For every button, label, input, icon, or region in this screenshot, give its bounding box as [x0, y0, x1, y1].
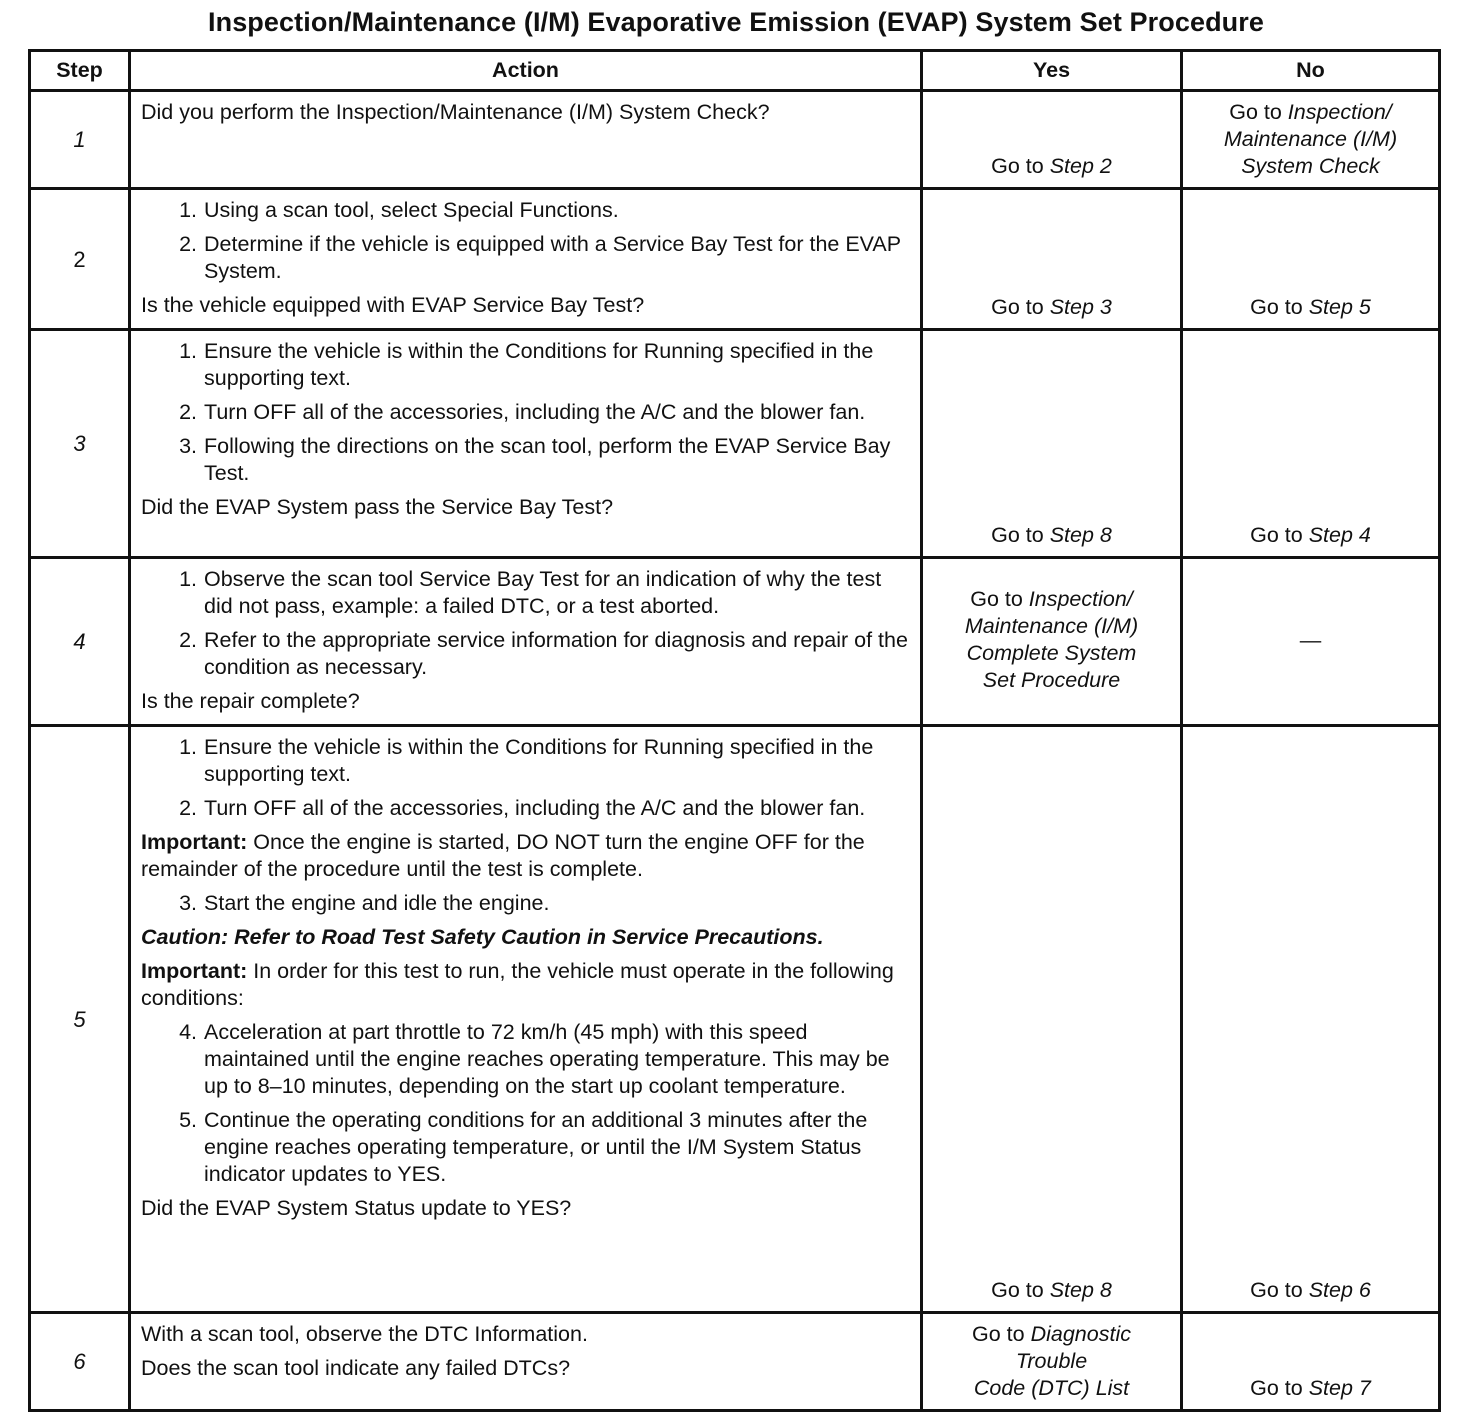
procedure-reference-link[interactable]: Inspection/ — [1287, 100, 1392, 124]
table-row — [30, 330, 1440, 558]
no-cell — [1182, 330, 1440, 558]
header-row — [30, 51, 1440, 91]
list-item: 2. Turn OFF all of the accessories, including the A/C and the blower fan. — [179, 400, 866, 424]
list-item: 1. Observe the scan tool Service Bay Test for an indication of why the test did not pass, example: a failed DTC, or a test aborted. — [179, 567, 882, 618]
action-cell — [130, 189, 922, 330]
procedure-reference-link[interactable]: Code (DTC) List — [973, 1376, 1130, 1400]
procedure-table — [28, 49, 1441, 1412]
table-row — [30, 1313, 1440, 1411]
procedure-reference-link[interactable]: Complete System — [966, 641, 1137, 665]
question-text: Is the vehicle equipped with EVAP Service Bay Test? — [141, 293, 645, 317]
step-reference-link[interactable]: Step 3 — [1049, 295, 1112, 319]
step-reference-link[interactable]: Step 8 — [1049, 1278, 1112, 1302]
goto-prefix: Go to — [970, 587, 1023, 611]
procedure-reference-link[interactable]: Maintenance (I/M) — [1223, 127, 1398, 151]
important-label: Important: — [141, 959, 248, 983]
list-item: 2. Turn OFF all of the accessories, including the A/C and the blower fan. — [179, 796, 866, 820]
list-item: 2. Determine if the vehicle is equipped with a Service Bay Test for the EVAP System. — [179, 232, 901, 283]
important-text: Once the engine is started, DO NOT turn the engine OFF for the remainder of the procedure until the test is complete. — [141, 830, 865, 881]
action-cell — [130, 1313, 922, 1411]
procedure-reference-link[interactable]: System Check — [1241, 154, 1380, 178]
table-row — [30, 558, 1440, 726]
goto-prefix: Go to — [1250, 1278, 1303, 1302]
yes-cell — [922, 1313, 1182, 1411]
instruction-list — [141, 890, 910, 917]
important-note — [141, 829, 910, 883]
table-row — [30, 91, 1440, 189]
no-cell — [1182, 189, 1440, 330]
important-note — [141, 958, 910, 1012]
question-text: Did you perform the Inspection/Maintenance (I/M) System Check? — [141, 100, 770, 124]
no-cell — [1182, 726, 1440, 1313]
goto-prefix: Go to — [991, 295, 1044, 319]
goto-prefix: Go to — [1250, 523, 1303, 547]
goto-prefix: Go to — [1229, 100, 1282, 124]
list-item: 3. Following the directions on the scan tool, perform the EVAP Service Bay Test. — [179, 434, 891, 485]
header-no: No — [1182, 51, 1440, 91]
step-reference-link[interactable]: Step 7 — [1308, 1376, 1371, 1400]
yes-cell — [922, 91, 1182, 189]
list-item: 2. Refer to the appropriate service information for diagnosis and repair of the condition as necessary. — [179, 628, 908, 679]
page-title: Inspection/Maintenance (I/M) Evaporative Emission (EVAP) System Set Procedure — [208, 7, 1264, 37]
no-cell — [1182, 558, 1440, 726]
procedure-reference-link[interactable]: Trouble — [1015, 1349, 1088, 1373]
goto-prefix: Go to — [991, 523, 1044, 547]
question-text: Is the repair complete? — [141, 689, 360, 713]
header-yes: Yes — [922, 51, 1182, 91]
procedure-reference-link[interactable]: Set Procedure — [982, 668, 1121, 692]
step-number: 5 — [30, 726, 130, 1313]
yes-cell — [922, 189, 1182, 330]
yes-cell — [922, 330, 1182, 558]
step-reference-link[interactable]: Step 4 — [1308, 523, 1371, 547]
table-row — [30, 189, 1440, 330]
step-reference-link[interactable]: Step 5 — [1308, 295, 1371, 319]
table-row — [30, 726, 1440, 1313]
action-cell — [130, 91, 922, 189]
header-action: Action — [130, 51, 922, 91]
step-reference-link[interactable]: Step 2 — [1049, 154, 1112, 178]
instruction-list — [141, 197, 910, 285]
procedure-reference-link[interactable]: Diagnostic — [1030, 1322, 1131, 1346]
list-item: 4. Acceleration at part throttle to 72 km/h (45 mph) with this speed maintained until the engine reaches operating temperature. This may be up to 8–10 minutes, depending on the start up coolant temperature. — [179, 1020, 890, 1098]
procedure-reference-link[interactable]: Maintenance (I/M) — [964, 614, 1139, 638]
yes-cell — [922, 726, 1182, 1313]
step-number: 2 — [30, 189, 130, 330]
caution-note: Caution: Refer to Road Test Safety Caution in Service Precautions. — [141, 925, 824, 949]
important-label: Important: — [141, 830, 248, 854]
question-text: Did the EVAP System Status update to YES? — [141, 1196, 572, 1220]
instruction-text: With a scan tool, observe the DTC Information. — [141, 1322, 588, 1346]
list-item: 1. Ensure the vehicle is within the Conditions for Running specified in the supporting text. — [179, 735, 874, 786]
list-item: 1. Ensure the vehicle is within the Conditions for Running specified in the supporting text. — [179, 339, 874, 390]
step-reference-link[interactable]: Step 6 — [1308, 1278, 1371, 1302]
instruction-list — [141, 338, 910, 487]
step-number: 6 — [30, 1313, 130, 1411]
goto-prefix: Go to — [1250, 295, 1303, 319]
action-cell — [130, 726, 922, 1313]
step-number: 3 — [30, 330, 130, 558]
step-number: 4 — [30, 558, 130, 726]
goto-prefix: Go to — [972, 1322, 1025, 1346]
important-text: In order for this test to run, the vehicle must operate in the following conditions: — [141, 959, 894, 1010]
list-item: 1. Using a scan tool, select Special Functions. — [179, 198, 619, 222]
goto-prefix: Go to — [991, 1278, 1044, 1302]
question-text: Did the EVAP System pass the Service Bay Test? — [141, 495, 614, 519]
action-cell — [130, 558, 922, 726]
step-reference-link[interactable]: Step 8 — [1049, 523, 1112, 547]
no-cell — [1182, 1313, 1440, 1411]
procedure-reference-link[interactable]: Inspection/ — [1028, 587, 1133, 611]
list-item: 3. Start the engine and idle the engine. — [179, 891, 550, 915]
no-cell — [1182, 91, 1440, 189]
instruction-list — [141, 566, 910, 681]
question-text: Does the scan tool indicate any failed DTCs? — [141, 1356, 571, 1380]
no-action-dash: — — [1299, 627, 1322, 652]
yes-cell — [922, 558, 1182, 726]
action-cell — [130, 330, 922, 558]
list-item: 5. Continue the operating conditions for an additional 3 minutes after the engine reaches operating temperature, or until the I/M System Status indicator updates to YES. — [179, 1108, 868, 1186]
step-number: 1 — [30, 91, 130, 189]
goto-prefix: Go to — [991, 154, 1044, 178]
instruction-list — [141, 1019, 910, 1188]
goto-prefix: Go to — [1250, 1376, 1303, 1400]
instruction-list — [141, 734, 910, 822]
header-step: Step — [30, 51, 130, 91]
